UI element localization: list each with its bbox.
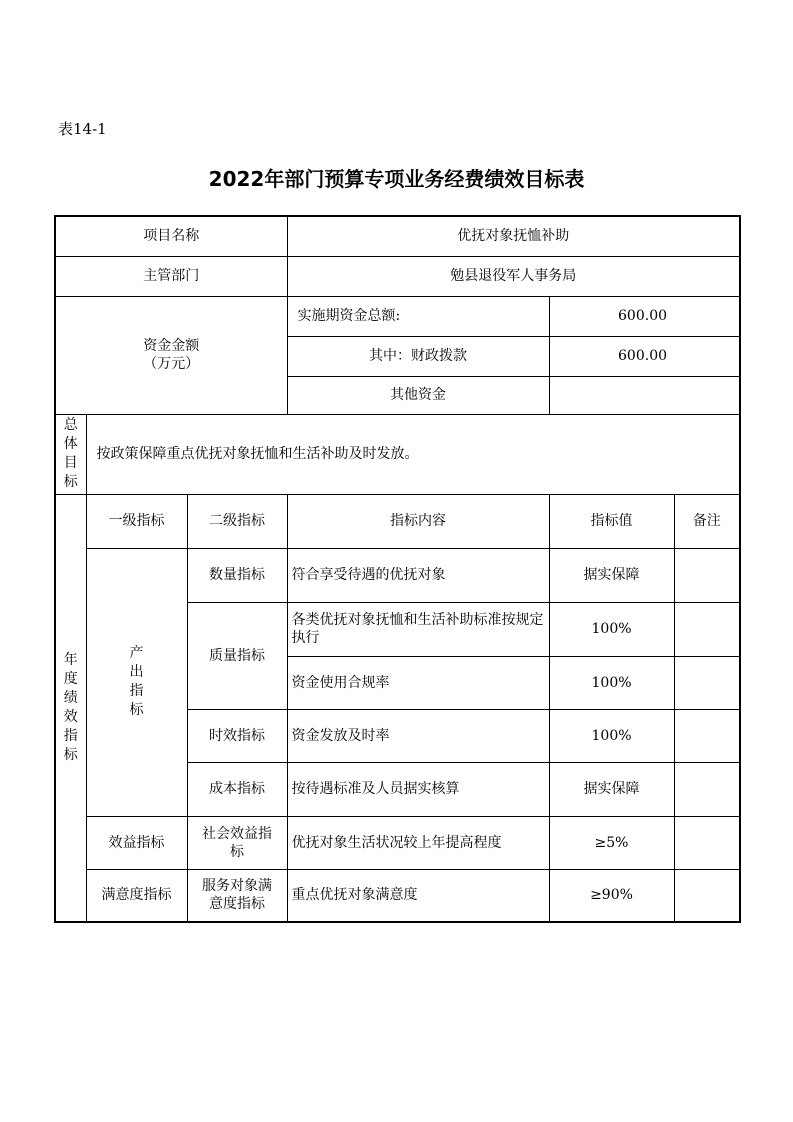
- benefit-level1: 效益指标: [86, 816, 187, 869]
- quality-value-2: 100%: [549, 656, 674, 709]
- timeliness-note: [674, 709, 740, 762]
- cost-level2: 成本指标: [187, 762, 287, 816]
- timeliness-content: 资金发放及时率: [287, 709, 549, 762]
- benefit-value: ≥5%: [549, 816, 674, 869]
- satisfaction-content: 重点优抚对象满意度: [287, 869, 549, 922]
- timeliness-value: 100%: [549, 709, 674, 762]
- row-funds-total: [55, 296, 740, 336]
- cost-content: 按待遇标准及人员据实核算: [287, 762, 549, 816]
- funds-fiscal-label: 其中：财政拨款: [287, 336, 549, 376]
- benefit-content: 优抚对象生活状况较上年提高程度: [287, 816, 549, 869]
- row-benefit: [55, 816, 740, 869]
- benefit-note: [674, 816, 740, 869]
- goal-label: 总体目标: [55, 414, 86, 494]
- indicators-section-label: 年度绩效指标: [55, 494, 86, 922]
- performance-table: [54, 215, 741, 923]
- funds-total-value: 600.00: [549, 296, 740, 336]
- row-goal: [55, 414, 740, 494]
- cost-note: [674, 762, 740, 816]
- header-level1: 一级指标: [86, 494, 187, 548]
- header-value: 指标值: [549, 494, 674, 548]
- dept-label: 主管部门: [55, 256, 287, 296]
- funds-label: 资金金额: [143, 338, 200, 354]
- row-indicator-header: [55, 494, 740, 548]
- row-project: [55, 216, 740, 256]
- quantity-note: [674, 548, 740, 602]
- quantity-content: 符合享受待遇的优抚对象: [287, 548, 549, 602]
- funds-other-value: [549, 376, 740, 414]
- output-indicator-label: 产出指标: [86, 548, 187, 816]
- project-label: 项目名称: [55, 216, 287, 256]
- header-note: 备注: [674, 494, 740, 548]
- funds-fiscal-value: 600.00: [549, 336, 740, 376]
- goal-text: 按政策保障重点优抚对象抚恤和生活补助及时发放。: [86, 414, 740, 494]
- project-value: 优抚对象抚恤补助: [287, 216, 740, 256]
- quality-level2: 质量指标: [187, 602, 287, 709]
- quality-content-1: 各类优抚对象抚恤和生活补助标准按规定执行: [287, 602, 549, 656]
- header-level2: 二级指标: [187, 494, 287, 548]
- page-title: 2022年部门预算专项业务经费绩效目标表: [208, 167, 585, 191]
- dept-value: 勉县退役军人事务局: [287, 256, 740, 296]
- benefit-level2: 社会效益指标: [187, 816, 287, 869]
- funds-total-label: 实施期资金总额:: [287, 296, 549, 336]
- satisfaction-level1: 满意度指标: [86, 869, 187, 922]
- header-content: 指标内容: [287, 494, 549, 548]
- timeliness-level2: 时效指标: [187, 709, 287, 762]
- quality-content-2: 资金使用合规率: [287, 656, 549, 709]
- quantity-level2: 数量指标: [187, 548, 287, 602]
- quality-note-2: [674, 656, 740, 709]
- quality-value-1: 100%: [549, 602, 674, 656]
- cost-value: 据实保障: [549, 762, 674, 816]
- quality-note-1: [674, 602, 740, 656]
- row-quantity: [55, 548, 740, 602]
- row-dept: [55, 256, 740, 296]
- quantity-value: 据实保障: [549, 548, 674, 602]
- funds-other-label: 其他资金: [287, 376, 549, 414]
- satisfaction-value: ≥90%: [549, 869, 674, 922]
- funds-unit: （万元）: [143, 356, 200, 372]
- funds-label-cell: [55, 296, 287, 414]
- row-satisfaction: [55, 869, 740, 922]
- satisfaction-level2: 服务对象满意度指标: [187, 869, 287, 922]
- table-number: 表14-1: [58, 120, 107, 138]
- satisfaction-note: [674, 869, 740, 922]
